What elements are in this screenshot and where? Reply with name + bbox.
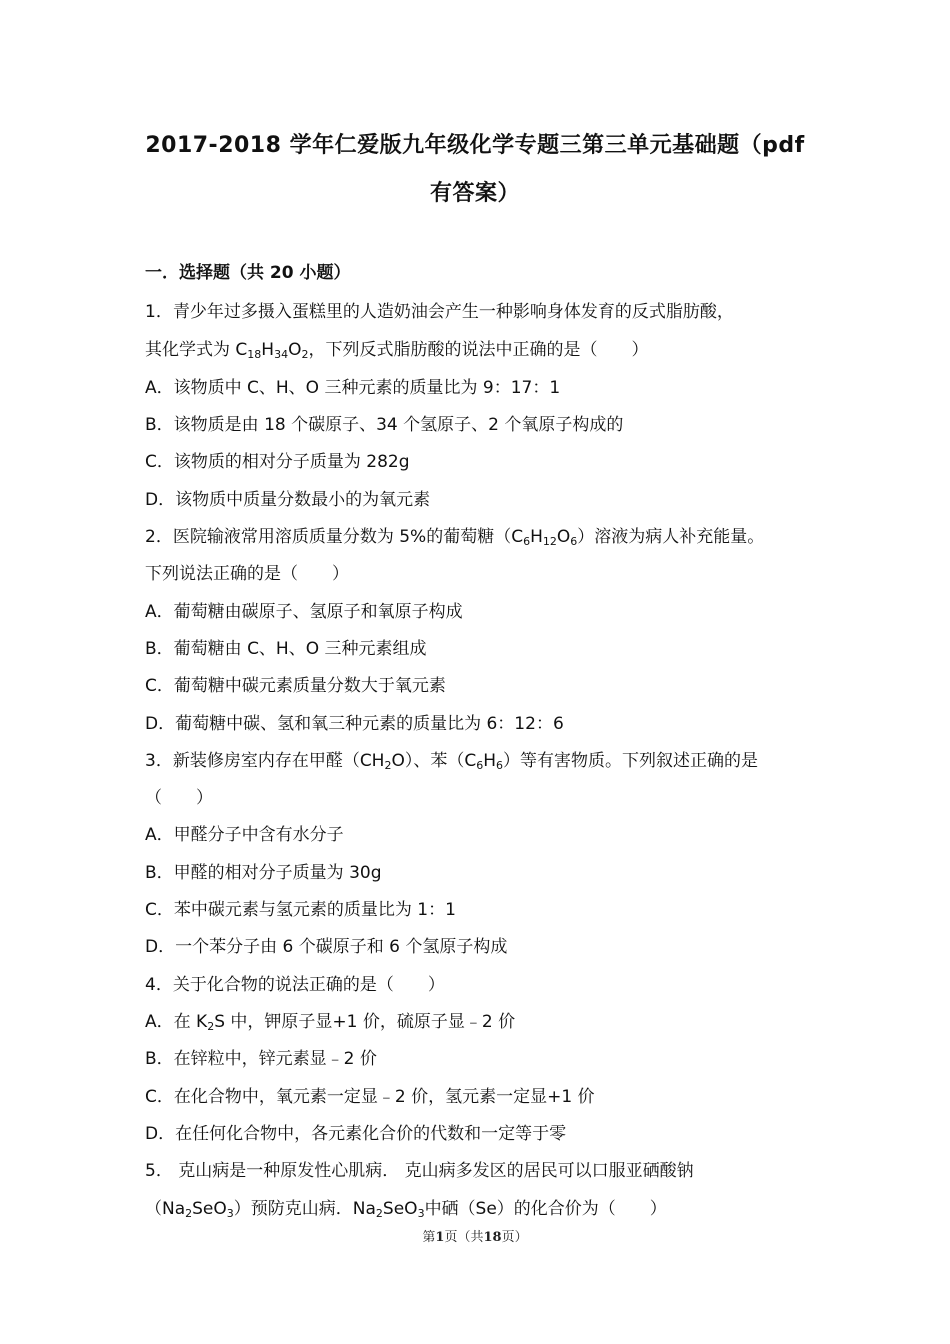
q2-sub-c: 6 xyxy=(523,535,531,548)
q2-option-a: A．葡萄糖由碳原子、氢原子和氧原子构成 xyxy=(145,602,463,622)
q1-stem-post: ，下列反式脂肪酸的说法中正确的是（ ） xyxy=(308,340,649,360)
q3-stem-line2: （ ） xyxy=(145,788,213,808)
q1-sub-c: 18 xyxy=(247,348,262,361)
q5-b-mid: SeO xyxy=(192,1199,227,1219)
q1-option-d: D．该物质中质量分数最小的为氧元素 xyxy=(145,490,431,510)
q3-option-c: C．苯中碳元素与氢元素的质量比为 1：1 xyxy=(145,900,456,920)
q5-b-pre: （Na xyxy=(145,1199,186,1219)
document-title-line2: 有答案） xyxy=(429,181,520,206)
q3-option-d: D．一个苯分子由 6 个碳原子和 6 个氢原子构成 xyxy=(145,937,508,957)
footer-page-number: 1 xyxy=(435,1230,445,1245)
q2-option-b: B．葡萄糖由 C、H、O 三种元素组成 xyxy=(145,639,427,659)
q1-option-b: B．该物质是由 18 个碳原子、34 个氢原子、2 个氧原子构成的 xyxy=(145,415,624,435)
q2-stem-pre: 2．医院输液常用溶质质量分数为 5%的葡萄糖（C xyxy=(145,527,524,547)
q1-o: O xyxy=(288,340,302,360)
q2-option-d: D．葡萄糖中碳、氢和氧三种元素的质量比为 6：12：6 xyxy=(145,714,564,734)
q3-sub-c6: 6 xyxy=(476,759,484,772)
q2-sub-h: 12 xyxy=(542,535,557,548)
q2-h: H xyxy=(530,527,543,547)
q5-sub1: 2 xyxy=(185,1207,193,1220)
q5-b-post: 中硒（Se）的化合价为（ ） xyxy=(424,1199,667,1219)
q2-stem-line2: 下列说法正确的是（ ） xyxy=(145,564,349,584)
q3-sub-h6: 6 xyxy=(496,759,504,772)
q3-option-a: A．甲醛分子中含有水分子 xyxy=(145,825,344,845)
q1-h: H xyxy=(261,340,275,360)
q3-mid: O）、苯（C xyxy=(391,751,477,771)
q4-a-pre: A．在 K xyxy=(145,1012,208,1032)
q2-stem-line1 xyxy=(145,522,764,547)
q1-formula-pre: 其化学式为 C xyxy=(145,340,248,360)
q5-stem-line2 xyxy=(145,1194,667,1219)
document-title-line1: 2017-2018 学年仁爱版九年级化学专题三第三单元基础题（pdf xyxy=(145,133,805,158)
q3-stem-line1 xyxy=(145,746,758,771)
q3-option-b: B．甲醛的相对分子质量为 30g xyxy=(145,863,382,883)
q1-sub-o: 2 xyxy=(301,348,309,361)
q1-sub-h: 34 xyxy=(274,348,289,361)
q1-stem-line1: 1．青少年过多摄入蛋糕里的人造奶油会产生一种影响身体发育的反式脂肪酸， xyxy=(145,302,734,322)
q4-stem: 4．关于化合物的说法正确的是（ ） xyxy=(145,975,445,995)
page-footer xyxy=(0,1226,950,1245)
q5-sub2: 3 xyxy=(226,1207,234,1220)
q5-stem-line1: 5． 克山病是一种原发性心肌病． 克山病多发区的居民可以口服亚硒酸钠 xyxy=(145,1161,694,1181)
footer-total-pages: 18 xyxy=(483,1230,502,1245)
q4-a-post: S 中，钾原子显+1 价，硫原子显﹣2 价 xyxy=(214,1012,516,1032)
q4-option-c: C．在化合物中，氧元素一定显﹣2 价，氢元素一定显+1 价 xyxy=(145,1087,595,1107)
q5-sub4: 3 xyxy=(417,1207,425,1220)
q5-b-mid3: SeO xyxy=(382,1199,418,1219)
q1-option-a: A．该物质中 C、H、O 三种元素的质量比为 9：17：1 xyxy=(145,378,561,398)
q3-stem-pre: 3．新装修房室内存在甲醛（CH xyxy=(145,751,385,771)
q1-stem-line2 xyxy=(145,335,648,360)
q2-o: O xyxy=(556,527,571,547)
q2-stem-post: ）溶液为病人补充能量。 xyxy=(577,527,765,547)
q2-sub-o: 6 xyxy=(570,535,578,548)
q3-stem-post: ）等有害物质。下列叙述正确的是 xyxy=(503,751,759,771)
section-heading: 一．选择题（共 20 小题） xyxy=(145,263,351,283)
q5-sub3: 2 xyxy=(375,1207,383,1220)
footer-pre: 第 xyxy=(422,1230,436,1245)
q3-h: H xyxy=(483,751,497,771)
q3-sub-h2: 2 xyxy=(384,759,392,772)
q4-option-d: D．在任何化合物中，各元素化合价的代数和一定等于零 xyxy=(145,1124,567,1144)
q2-option-c: C．葡萄糖中碳元素质量分数大于氧元素 xyxy=(145,676,446,696)
q5-b-mid2: ）预防克山病．Na xyxy=(233,1199,376,1219)
footer-mid: 页（共 xyxy=(444,1230,484,1245)
q1-option-c: C．该物质的相对分子质量为 282g xyxy=(145,452,410,472)
q4-a-sub: 2 xyxy=(207,1020,215,1033)
q4-option-b: B．在锌粒中，锌元素显﹣2 价 xyxy=(145,1049,377,1069)
q4-option-a xyxy=(145,1007,515,1032)
footer-post: 页） xyxy=(501,1230,528,1245)
